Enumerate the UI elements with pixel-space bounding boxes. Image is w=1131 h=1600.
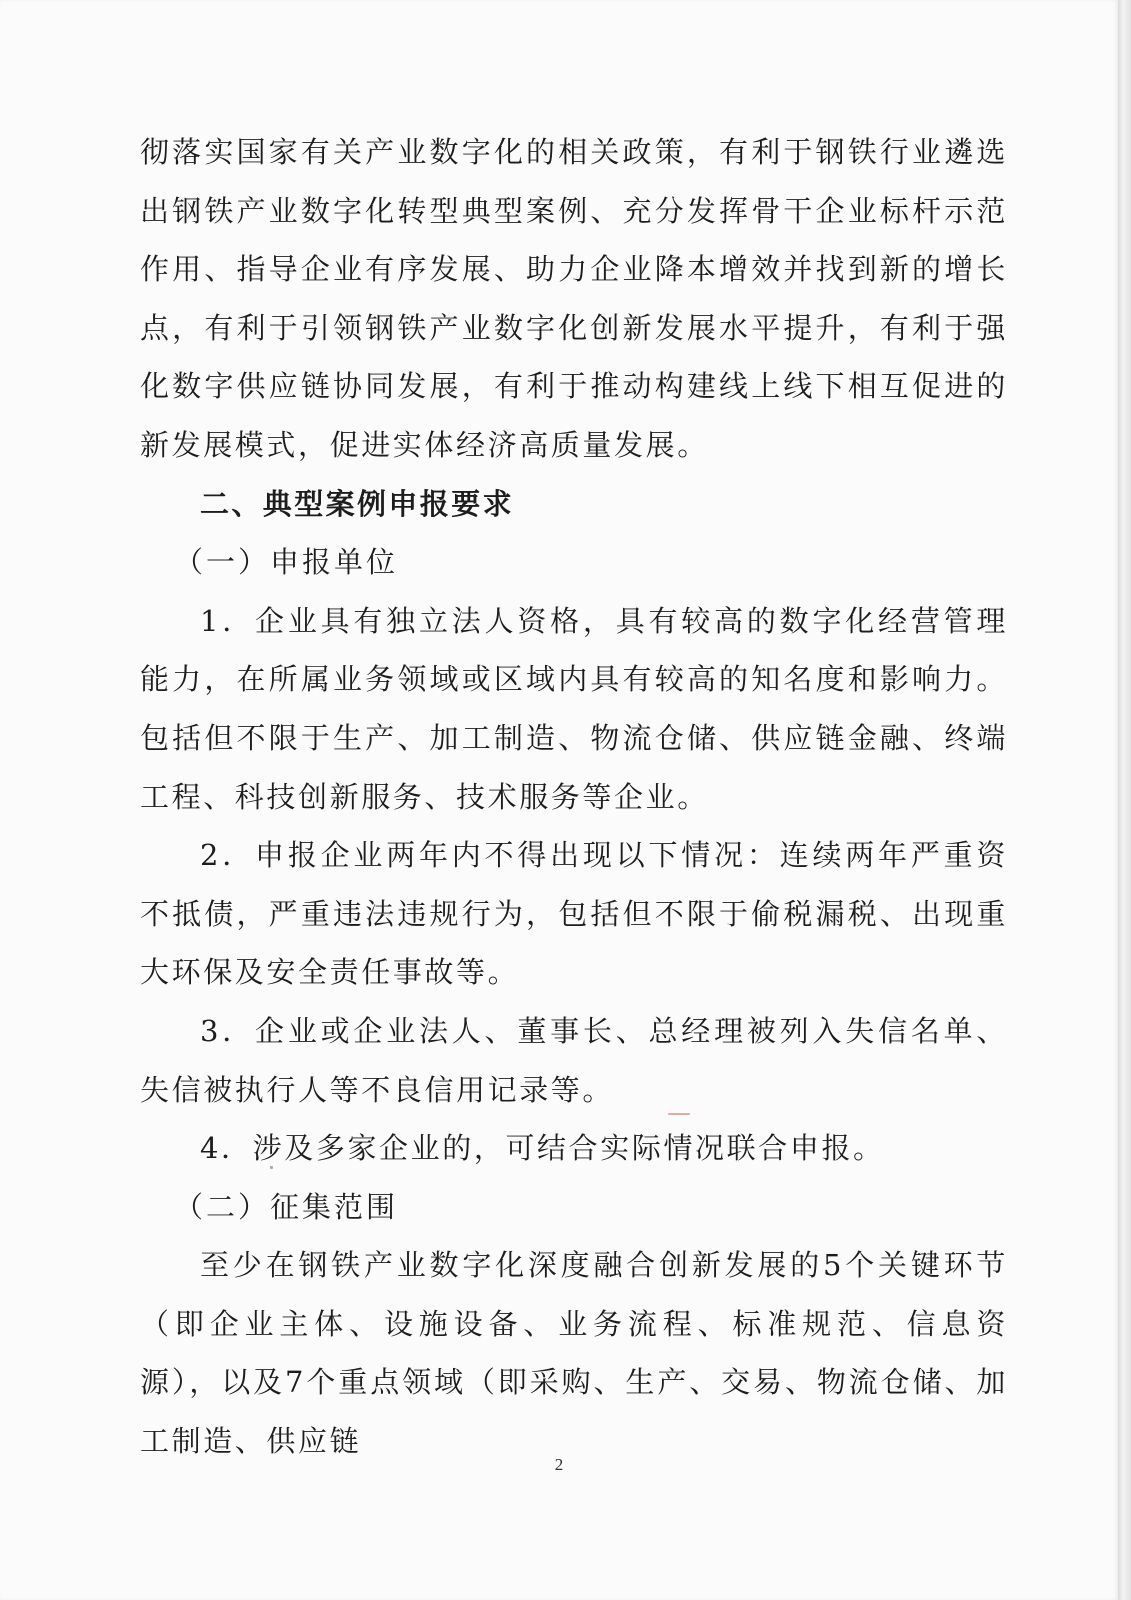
paragraph-item-1: 1．企业具有独立法人资格，具有较高的数字化经营管理能力，在所属业务领域或区域内具有较高的知名度和影响力。包括但不限于生产、加工制造、物流仓储、供应链金融、终端工程、科技创新服务、技术服务等企业。 bbox=[140, 603, 1008, 814]
subheading-applicant: （一）申报单位 bbox=[174, 545, 399, 580]
paragraph-scope: 至少在钢铁产业数字化深度融合创新发展的5个关键环节（即企业主体、设施设备、业务流程、标准规范、信息资源），以及7个重点领域（即采购、生产、交易、物流仓储、加工制造、供应链 bbox=[140, 1248, 1008, 1459]
paragraph-policy-benefits: 彻落实国家有关产业数字化的相关政策，有利于钢铁行业遴选出钢铁产业数字化转型典型案例、充分发挥骨干企业标杆示范作用、指导企业有序发展、助力企业降本增效并找到新的增长点，有利于引领钢铁产业数字化创新发展水平提升，有利于强化数字供应链协同发展，有利于推动构建线上线下相互促进的新发展模式，促进实体经济高质量发展。 bbox=[140, 135, 1008, 462]
document-body bbox=[140, 123, 1008, 1471]
scan-edge bbox=[1118, 0, 1131, 1600]
paragraph-item-4: 4．涉及多家企业的，可结合实际情况联合申报。 bbox=[200, 1131, 885, 1166]
scan-dot bbox=[270, 1166, 273, 1169]
page-number: 2 bbox=[554, 1455, 564, 1474]
paragraph-item-2: 2．申报企业两年内不得出现以下情况：连续两年严重资不抵债，严重违法违规行为，包括但不限于偷税漏税、出现重大环保及安全责任事故等。 bbox=[140, 838, 1008, 990]
paragraph-item-3: 3．企业或企业法人、董事长、总经理被列入失信名单、失信被执行人等不良信用记录等。 bbox=[140, 1013, 1008, 1107]
scan-mark bbox=[668, 1113, 690, 1115]
section-heading-requirements: 二、典型案例申报要求 bbox=[200, 486, 515, 521]
subheading-scope: （二）征集范围 bbox=[174, 1189, 399, 1224]
